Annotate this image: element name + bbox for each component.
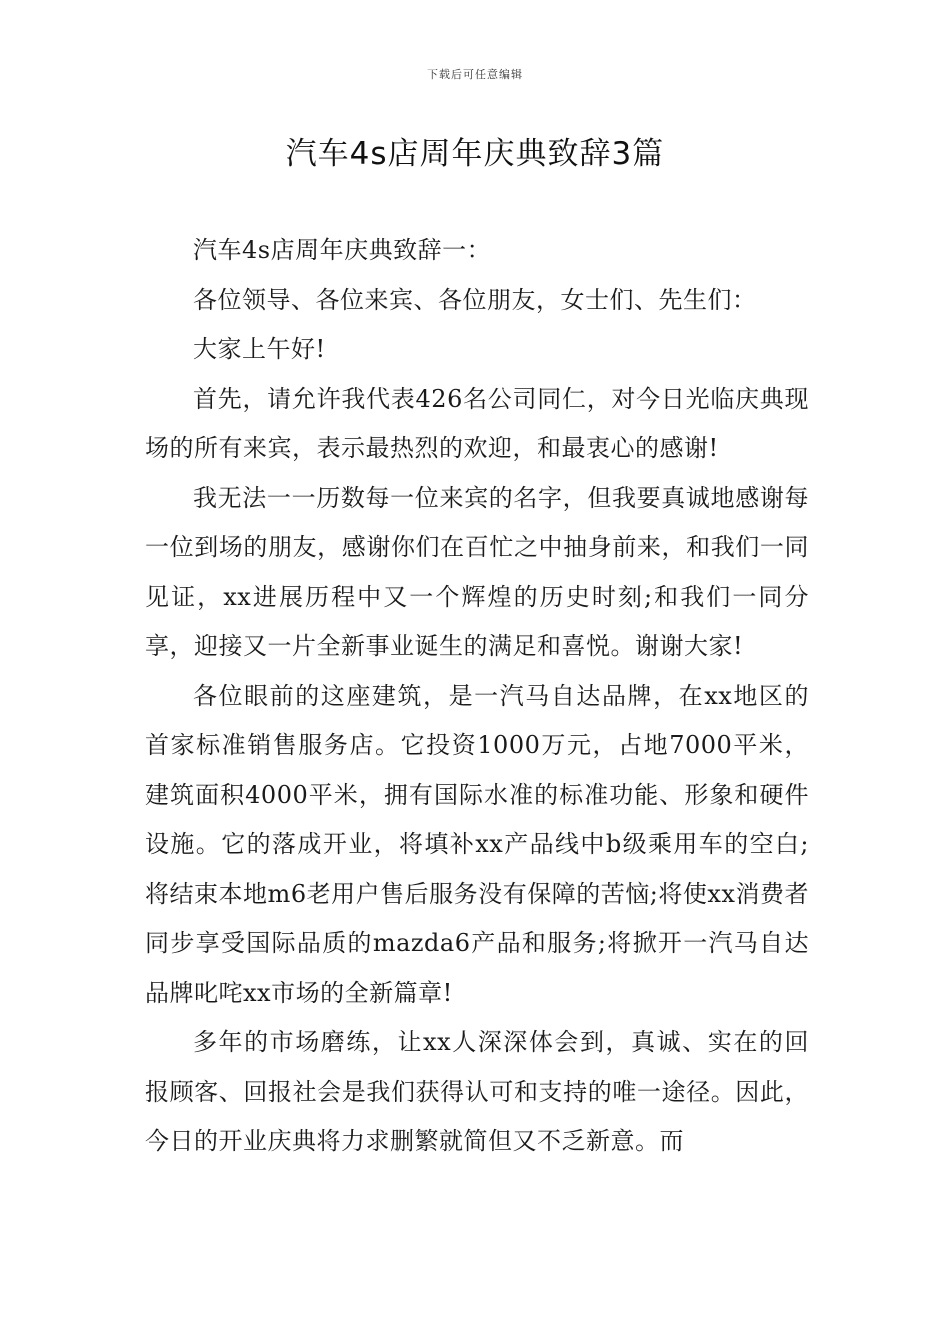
paragraph: 大家上午好! bbox=[193, 335, 326, 363]
paragraph: 我无法一一历数每一位来宾的名字，但我要真诚地感谢每一位到场的朋友，感谢你们在百忙之中抽身前来，和我们一同见证，xx进展历程中又一个辉煌的历史时刻;和我们一同分享，迎接又一片全新事业诞生的满足和喜悦。谢谢大家! bbox=[145, 483, 809, 660]
header-note: 下载后可任意编辑 bbox=[427, 68, 523, 81]
paragraph: 汽车4s店周年庆典致辞一： bbox=[193, 236, 492, 264]
paragraph: 各位眼前的这座建筑，是一汽马自达品牌，在xx地区的首家标准销售服务店。它投资1000万元，占地7000平米，建筑面积4000平米，拥有国际水准的标准功能、形象和硬件设施。它的落成开业，将填补xx产品线中b级乘用车的空白;将结束本地m6老用户售后服务没有保障的苦恼;将使xx消费者同步享受国际品质的mazda6产品和服务;将掀开一汽马自达品牌叱咤xx市场的全新篇章! bbox=[145, 681, 809, 1007]
paragraph: 多年的市场磨练，让xx人深深体会到，真诚、实在的回报顾客、回报社会是我们获得认可和支持的唯一途径。因此，今日的开业庆典将力求删繁就简但又不乏新意。而 bbox=[145, 1028, 809, 1155]
paragraph: 各位领导、各位来宾、各位朋友，女士们、先生们： bbox=[193, 285, 757, 314]
document-title: 汽车4s店周年庆典致辞3篇 bbox=[285, 136, 665, 172]
paragraph: 首先，请允许我代表426名公司同仁，对今日光临庆典现场的所有来宾，表示最热烈的欢迎，和最衷心的感谢! bbox=[145, 384, 809, 462]
document-body bbox=[145, 226, 809, 1167]
